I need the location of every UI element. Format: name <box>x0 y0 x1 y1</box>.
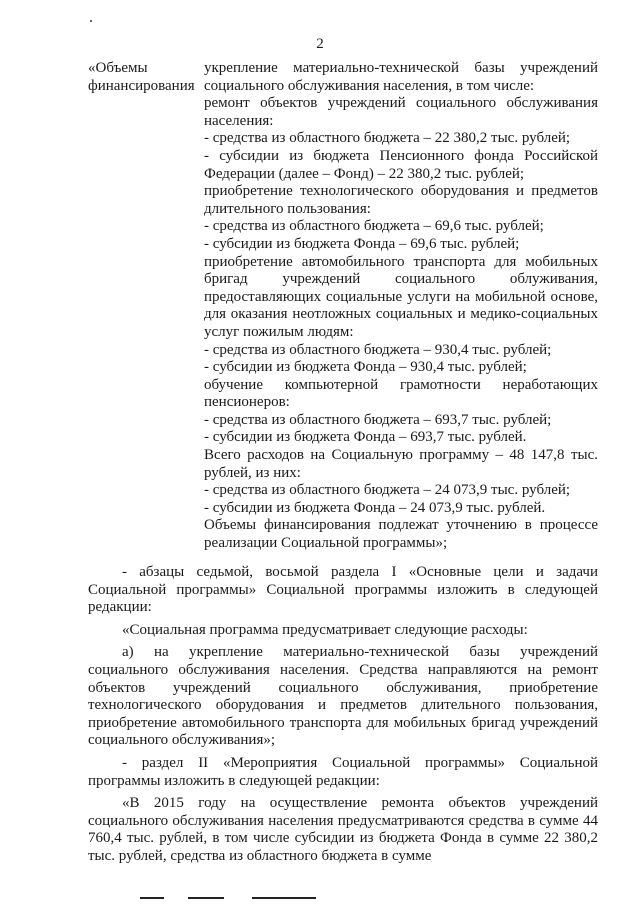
financing-line: - субсидии из бюджета Пенсионного фонда Российской Федерации (далее – Фонд) – 22 380,2 тыс. рублей; <box>204 147 598 182</box>
financing-line: Объемы финансирования подлежат уточнению в процессе реализации Социальной программы»; <box>204 517 598 552</box>
body-paragraph: а) на укрепление материально-технической базы учреждений социального обслуживания населения. Средства направляются на ремонт объектов учреждений социального обслуживания, приобретение технологического оборудования и предметов длительного пользования, приобретение автомобильного транспорта для мобильных бригад учреждений социального обслуживания»; <box>88 644 598 749</box>
financing-line: обучение компьютерной грамотности неработающих пенсионеров: <box>204 376 598 411</box>
body-paragraph: «Социальная программа предусматривает следующие расходы: <box>122 621 528 638</box>
financing-line: ремонт объектов учреждений социального обслуживания населения: <box>204 95 598 129</box>
financing-line: - средства из областного бюджета – 69,6 тыс. рублей; <box>204 218 544 235</box>
scan-speck <box>90 20 92 22</box>
page-number: 2 <box>316 36 324 52</box>
financing-line: Всего расходов на Социальную программу – 48 147,8 тыс. рублей, из них: <box>204 447 598 481</box>
financing-line: - субсидии из бюджета Фонда – 930,4 тыс. рублей; <box>204 359 527 376</box>
section-label: «Объемы финансирования <box>88 60 195 94</box>
financing-line: - средства из областного бюджета – 930,4 тыс. рублей; <box>204 341 552 358</box>
body-paragraph: - раздел II «Мероприятия Социальной программы» Социальной программы изложить в следующей редакции: <box>88 754 598 789</box>
financing-line: приобретение автомобильного транспорта для мобильных бригад учреждений социального облуживания, предоставляющих социальные услуги на мобильной основе, для оказания неотложных социальных и медико-социальных услуг пожилым людям: <box>204 253 598 340</box>
document-body <box>88 564 598 871</box>
financing-details <box>204 60 598 553</box>
financing-line: - субсидии из бюджета Фонда – 24 073,9 тыс. рублей. <box>204 499 546 516</box>
scan-edge-marks <box>140 897 500 900</box>
financing-line: укрепление материально-технической базы учреждений социального обслуживания населения, в том числе: <box>204 60 598 94</box>
financing-line: - субсидии из бюджета Фонда – 69,6 тыс. рублей; <box>204 235 520 252</box>
financing-line: - средства из областного бюджета – 24 073,9 тыс. рублей; <box>204 482 571 499</box>
financing-line: приобретение технологического оборудования и предметов длительного пользования: <box>204 183 598 217</box>
financing-line: - средства из областного бюджета – 22 380,2 тыс. рублей; <box>204 130 571 147</box>
financing-line: - субсидии из бюджета Фонда – 693,7 тыс. рублей. <box>204 429 527 446</box>
body-paragraph: - абзацы седьмой, восьмой раздела I «Основные цели и задачи Социальной программы» Социальной программы изложить в следующей редакции: <box>88 564 598 616</box>
body-paragraph: «В 2015 году на осуществление ремонта объектов учреждений социального обслуживания населения предусматриваются средства в сумме 44 760,4 тыс. рублей, в том числе субсидии из бюджета Фонда в сумме 22 380,2 тыс. рублей, средства из областного бюджета в сумме <box>88 795 598 864</box>
financing-line: - средства из областного бюджета – 693,7 тыс. рублей; <box>204 411 552 428</box>
